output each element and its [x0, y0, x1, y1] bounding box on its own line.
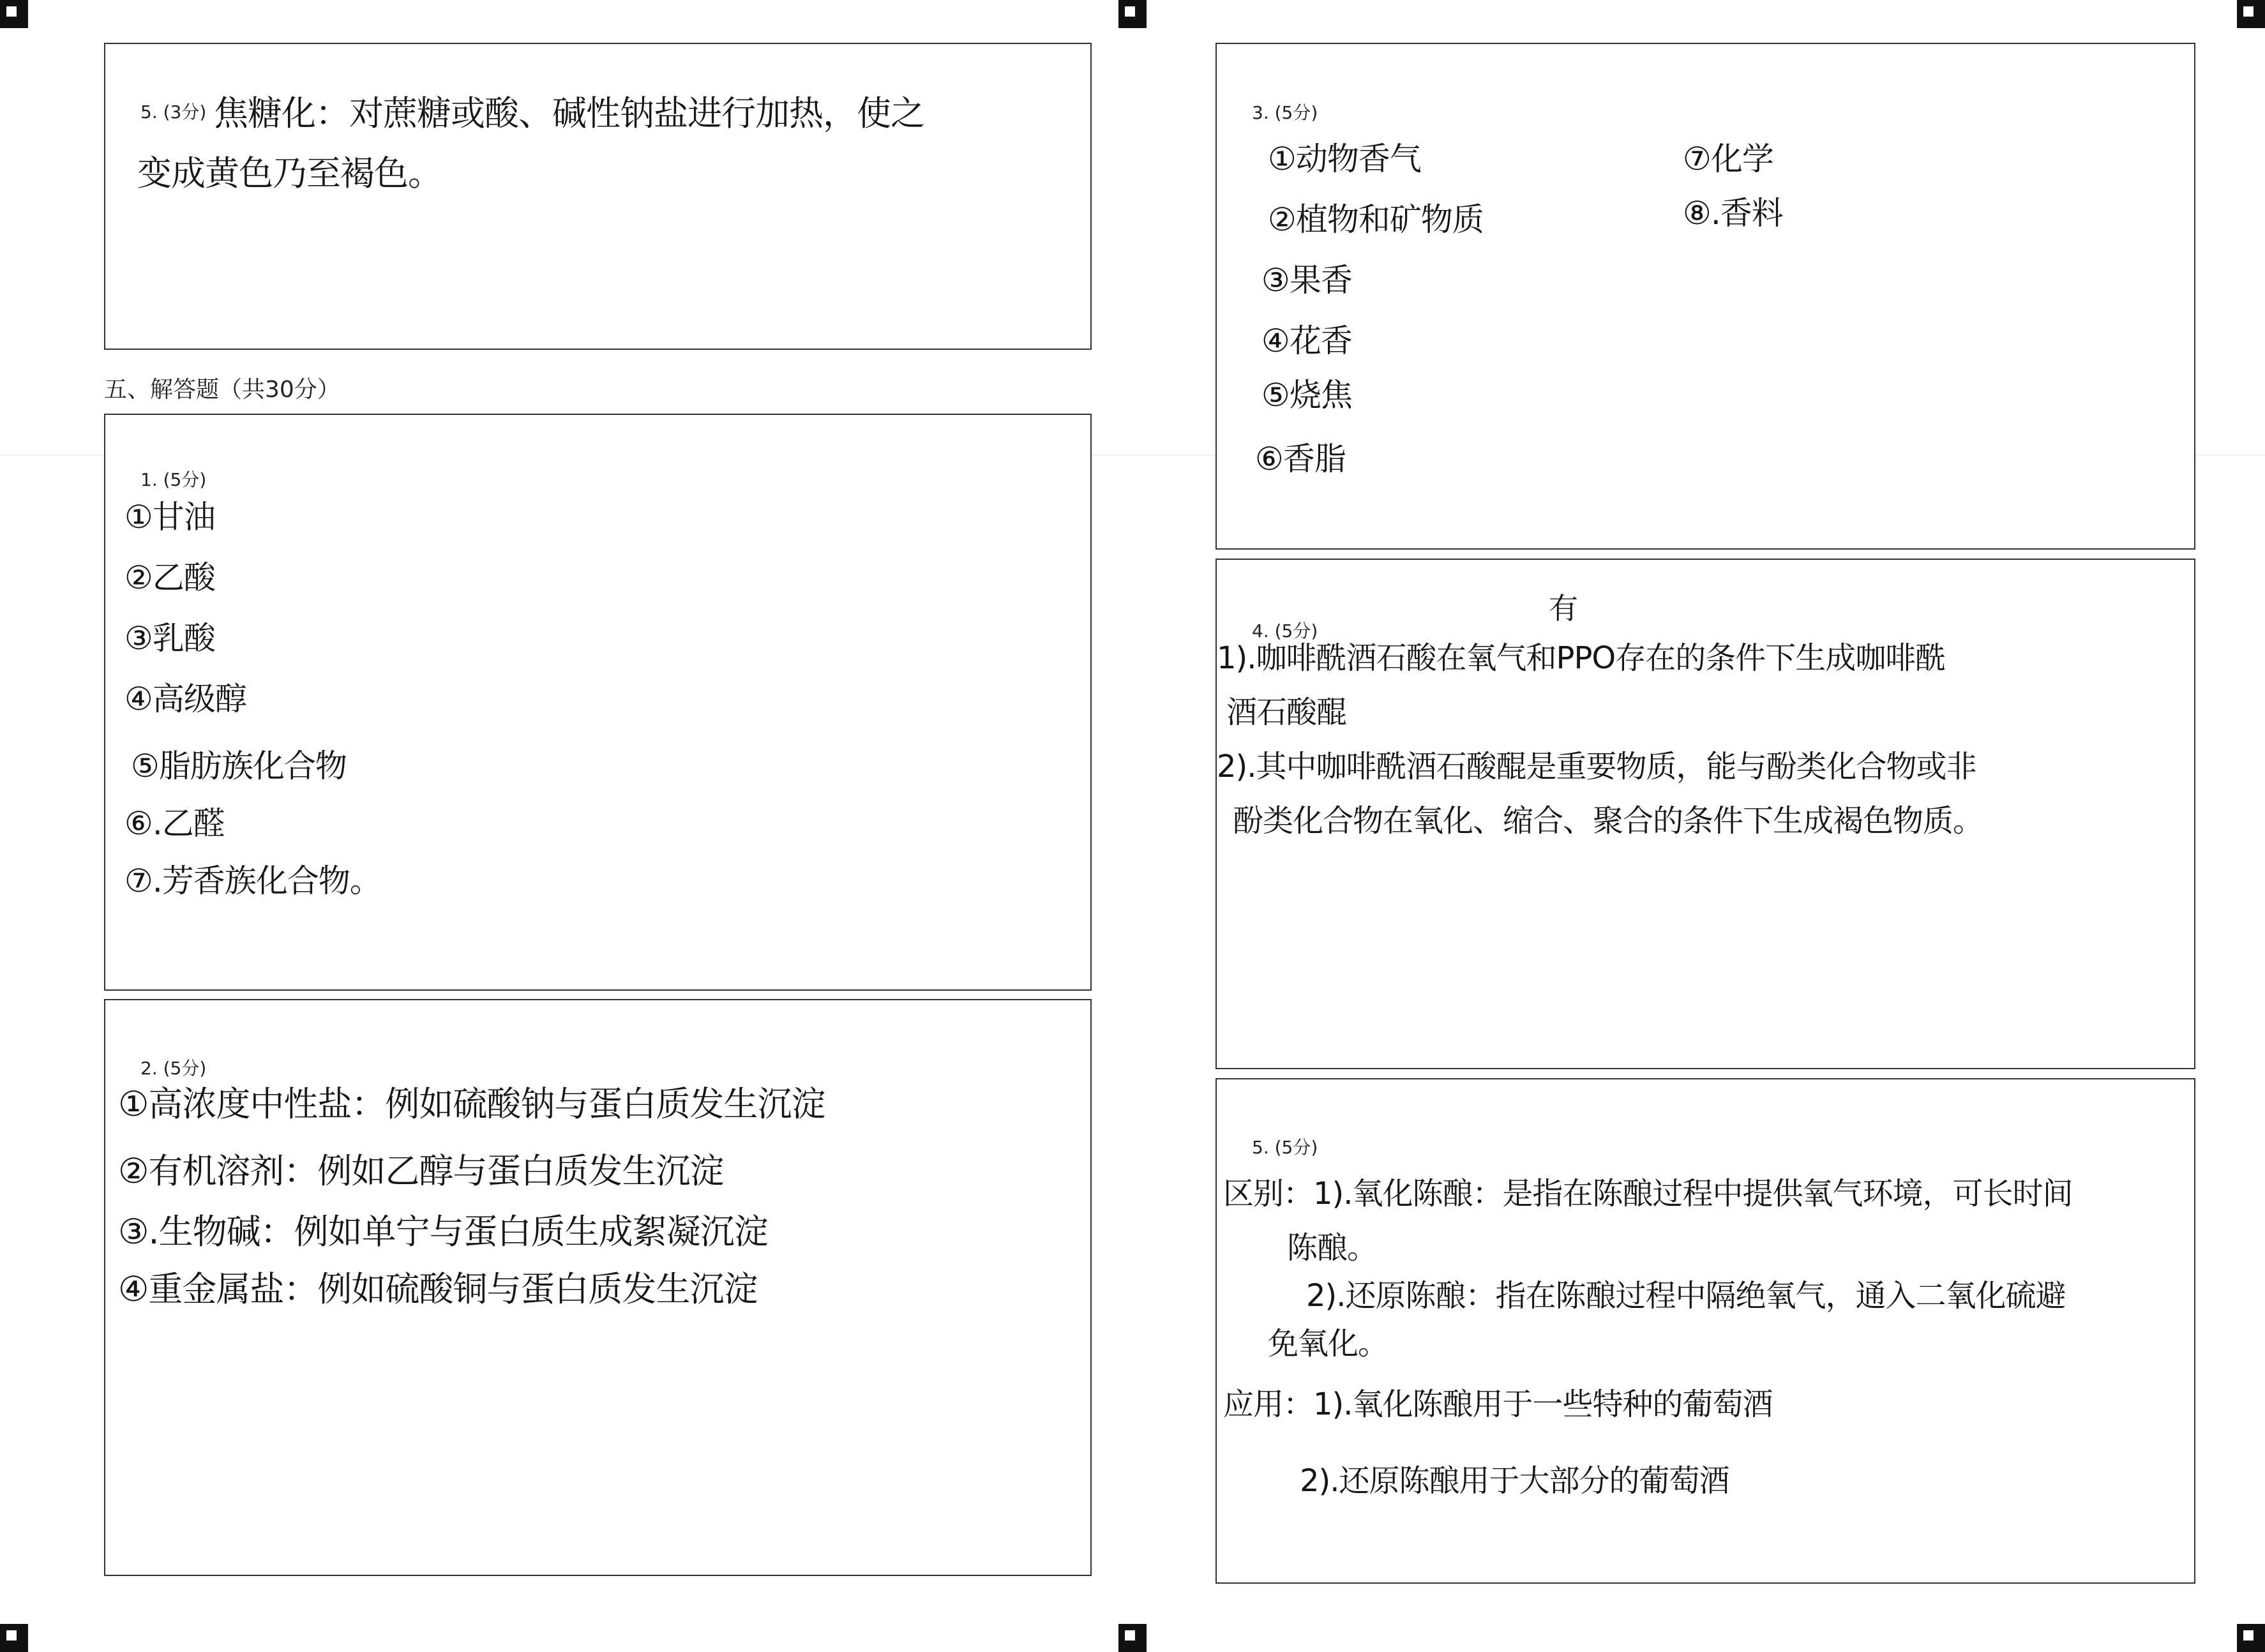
answer-line: 2).还原陈酿：指在陈酿过程中隔绝氧气，通入二氧化硫避	[1306, 1278, 2066, 1314]
answer-line: ⑦.芳香族化合物。	[124, 862, 381, 899]
answer-line: ⑧.香料	[1683, 195, 1783, 232]
question-number: 5. (5分)	[1252, 1137, 1318, 1158]
answer-line: ⑥.乙醛	[124, 805, 225, 842]
answer-line: ⑤脂肪族化合物	[131, 747, 347, 785]
answer-line: ①高浓度中性盐：例如硫酸钠与蛋白质发生沉淀	[118, 1084, 825, 1124]
answer-box-left-q5	[104, 43, 1092, 350]
question-number: 5. (3分)	[140, 101, 207, 123]
answer-box-q5	[1215, 1078, 2195, 1584]
corner-marker-bottom-left	[0, 1624, 28, 1652]
answer-line: 免氧化。	[1268, 1326, 1388, 1362]
answer-line: ①甘油	[124, 499, 215, 536]
answer-line: 陈酿。	[1287, 1230, 1378, 1266]
question-number: 2. (5分)	[140, 1058, 207, 1079]
answer-box-q2	[104, 999, 1092, 1576]
answer-line: ④高级醇	[124, 680, 246, 717]
answer-line: 酚类化合物在氧化、缩合、聚合的条件下生成褐色物质。	[1233, 803, 1983, 839]
answer-line: ②乙酸	[124, 559, 215, 596]
answer-box-q3	[1215, 43, 2195, 550]
answer-line: 变成黄色乃至褐色。	[137, 153, 442, 193]
answer-line: ⑥香脂	[1255, 440, 1346, 477]
answer-line: ④花香	[1261, 322, 1352, 359]
answer-box-q4	[1215, 559, 2195, 1069]
answer-line: ⑦化学	[1683, 140, 1773, 177]
corner-marker-bottom-right	[2237, 1624, 2265, 1652]
answer-line: 应用：1).氧化陈酿用于一些特种的葡萄酒	[1223, 1386, 1773, 1422]
answer-line: 区别：1).氧化陈酿：是指在陈酿过程中提供氧气环境，可长时间	[1223, 1176, 2073, 1212]
corner-marker-top-left	[0, 0, 28, 28]
insert-mark: 有	[1549, 591, 1577, 626]
answer-line: 2).还原陈酿用于大部分的葡萄酒	[1300, 1463, 1729, 1499]
answer-line: ③.生物碱：例如单宁与蛋白质生成絮凝沉淀	[118, 1212, 768, 1252]
answer-box-q1	[104, 414, 1092, 991]
corner-marker-top-right	[2237, 0, 2265, 28]
answer-line: ②植物和矿物质	[1268, 201, 1484, 238]
answer-line: 2).其中咖啡酰酒石酸醌是重要物质，能与酚类化合物或非	[1217, 749, 1976, 785]
corner-marker-bottom-center	[1118, 1624, 1147, 1652]
answer-line: ③乳酸	[124, 620, 215, 657]
question-number: 1. (5分)	[140, 469, 207, 490]
answer-line: 1).咖啡酰酒石酸在氧气和PPO存在的条件下生成咖啡酰	[1217, 640, 1946, 676]
question-number: 3. (5分)	[1252, 102, 1318, 123]
answer-line: ③果香	[1261, 262, 1352, 299]
answer-line: 酒石酸醌	[1226, 695, 1347, 730]
answer-line: ④重金属盐：例如硫酸铜与蛋白质发生沉淀	[118, 1269, 758, 1309]
answer-line: 焦糖化：对蔗糖或酸、碱性钠盐进行加热，使之	[214, 93, 924, 133]
question-number: 4. (5分)	[1252, 620, 1318, 642]
corner-marker-top-center	[1118, 0, 1147, 28]
section-title: 五、解答题（共30分）	[104, 377, 340, 403]
answer-line: ②有机溶剂：例如乙醇与蛋白质发生沉淀	[118, 1151, 724, 1191]
answer-line: ⑤烧焦	[1261, 377, 1352, 414]
answer-line: ①动物香气	[1268, 140, 1421, 177]
